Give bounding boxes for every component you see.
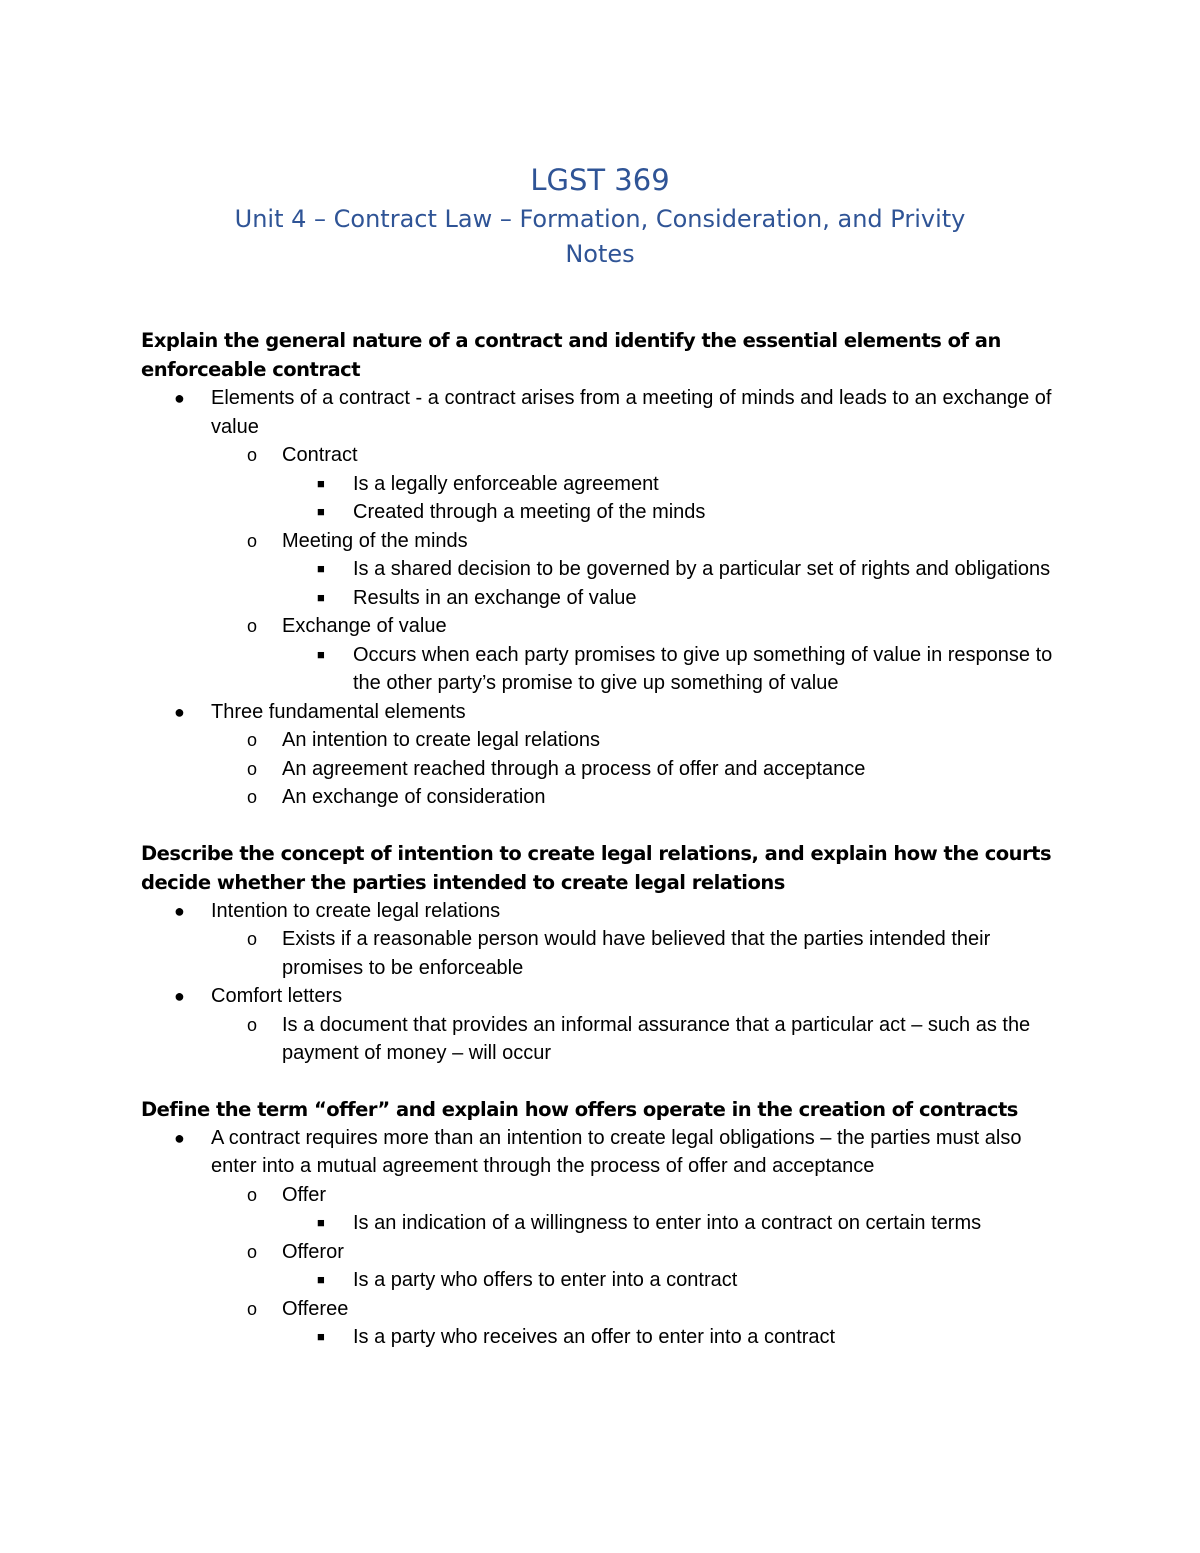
list-item-level-3 [141, 1209, 1061, 1238]
list-item-text: Comfort letters [211, 985, 343, 1007]
list-item-level-3 [141, 584, 1061, 613]
notes-body [141, 326, 1061, 1352]
list-item-level-2 [141, 1238, 1061, 1267]
list-item-level-1 [141, 698, 1061, 727]
list-item-level-3 [141, 1323, 1061, 1352]
list-item-text: Meeting of the minds [282, 529, 468, 552]
list-item-level-1 [141, 982, 1061, 1011]
list-item-text: Exchange of value [282, 615, 447, 637]
list-item-text: Is a shared decision to be governed by a particular set of rights and obligations [353, 558, 1051, 580]
course-title: LGST 369 [530, 163, 670, 197]
list-item-level-2 [141, 441, 1061, 470]
list-item-text: Offeror [282, 1240, 344, 1263]
unit-subtitle: Notes [565, 240, 635, 268]
bullet-marker: ● [174, 986, 185, 1006]
list-item-level-2 [141, 527, 1061, 556]
bullet-marker: o [247, 929, 258, 949]
bullet-marker: o [247, 1298, 258, 1319]
bullet-marker: o [247, 445, 258, 465]
list-item-level-3 [141, 555, 1061, 584]
list-item-level-3 [141, 498, 1061, 527]
bullet-marker: ● [174, 1127, 185, 1148]
bullet-marker: ■ [317, 475, 325, 491]
list-item-text: An exchange of consideration [282, 786, 546, 808]
list-item-text: Is a party who offers to enter into a contract [353, 1269, 738, 1291]
list-item-text: Three fundamental elements [211, 700, 466, 723]
list-item-text: An intention to create legal relations [282, 729, 600, 751]
list-item-text: Is an indication of a willingness to enter into a contract on certain terms [353, 1212, 982, 1234]
list-item-text: A contract requires more than an intention to create legal obligations – the parties must also enter into a mutual agreement through the process of offer and acceptance [211, 1126, 1022, 1177]
bullet-marker: ■ [317, 561, 325, 576]
list-item-text: Exists if a reasonable person would have believed that the parties intended their promises to be enforceable [282, 928, 991, 979]
bullet-list [141, 384, 1061, 812]
bullet-marker: ■ [317, 504, 325, 519]
list-item-text: Is a legally enforceable agreement [353, 472, 659, 495]
list-item-text: An agreement reached through a process of offer and acceptance [282, 757, 866, 780]
notes-section [141, 326, 1061, 812]
list-item-text: Results in an exchange of value [353, 586, 637, 609]
list-item-level-2 [141, 1295, 1061, 1324]
list-item-text: Created through a meeting of the minds [353, 501, 706, 523]
bullet-marker: o [247, 1014, 258, 1035]
list-item-level-2 [141, 726, 1061, 755]
list-item-text: Offer [282, 1183, 327, 1206]
bullet-marker: o [247, 730, 258, 750]
bullet-marker: ■ [317, 1329, 325, 1344]
bullet-marker: o [247, 530, 258, 551]
bullet-list [141, 897, 1061, 1068]
list-item-text: Is a document that provides an informal assurance that a particular act – such as the payment of money – will occur [282, 1013, 1031, 1064]
list-item-level-2 [141, 1181, 1061, 1210]
unit-title: Unit 4 – Contract Law – Formation, Consideration, and Privity [234, 205, 966, 233]
list-item-level-2 [141, 925, 1061, 982]
list-item-level-1 [141, 897, 1061, 926]
notes-section [141, 1095, 1061, 1352]
list-item-level-2 [141, 755, 1061, 784]
notes-section [141, 839, 1061, 1068]
bullet-marker: o [247, 758, 258, 779]
bullet-marker: o [247, 1184, 258, 1205]
list-item-text: Contract [282, 444, 358, 466]
bullet-marker: ● [174, 701, 185, 722]
list-item-text: Is a party who receives an offer to enter into a contract [353, 1326, 836, 1348]
list-item-level-2 [141, 783, 1061, 812]
section-heading: Define the term “offer” and explain how offers operate in the creation of contracts [141, 1097, 1018, 1121]
list-item-level-1 [141, 1124, 1061, 1181]
list-item-level-3 [141, 1266, 1061, 1295]
bullet-marker: o [247, 1241, 258, 1262]
list-item-level-3 [141, 470, 1061, 499]
bullet-marker: ■ [317, 646, 325, 662]
bullet-marker: ■ [317, 1272, 325, 1287]
list-item-level-2 [141, 1011, 1061, 1068]
bullet-marker: o [247, 787, 258, 807]
section-heading: Describe the concept of intention to create legal relations, and explain how the courts decide whether the parties intended to create legal relations [141, 841, 1052, 894]
section-heading: Explain the general nature of a contract and identify the essential elements of an enforceable contract [141, 329, 1001, 381]
bullet-marker: ● [174, 388, 185, 408]
list-item-text: Occurs when each party promises to give up something of value in response to the other party’s promise to give up something of value [353, 643, 1053, 694]
bullet-marker: ■ [317, 1215, 325, 1230]
list-item-text: Intention to create legal relations [211, 899, 501, 922]
bullet-marker: ● [174, 900, 185, 921]
list-item-level-1 [141, 384, 1061, 441]
bullet-marker: ■ [317, 589, 325, 605]
bullet-marker: o [247, 616, 258, 636]
list-item-level-3 [141, 641, 1061, 698]
list-item-text: Offeree [282, 1297, 349, 1320]
list-item-level-2 [141, 612, 1061, 641]
list-item-text: Elements of a contract - a contract arises from a meeting of minds and leads to an exchange of value [211, 387, 1052, 438]
bullet-list [141, 1124, 1061, 1352]
